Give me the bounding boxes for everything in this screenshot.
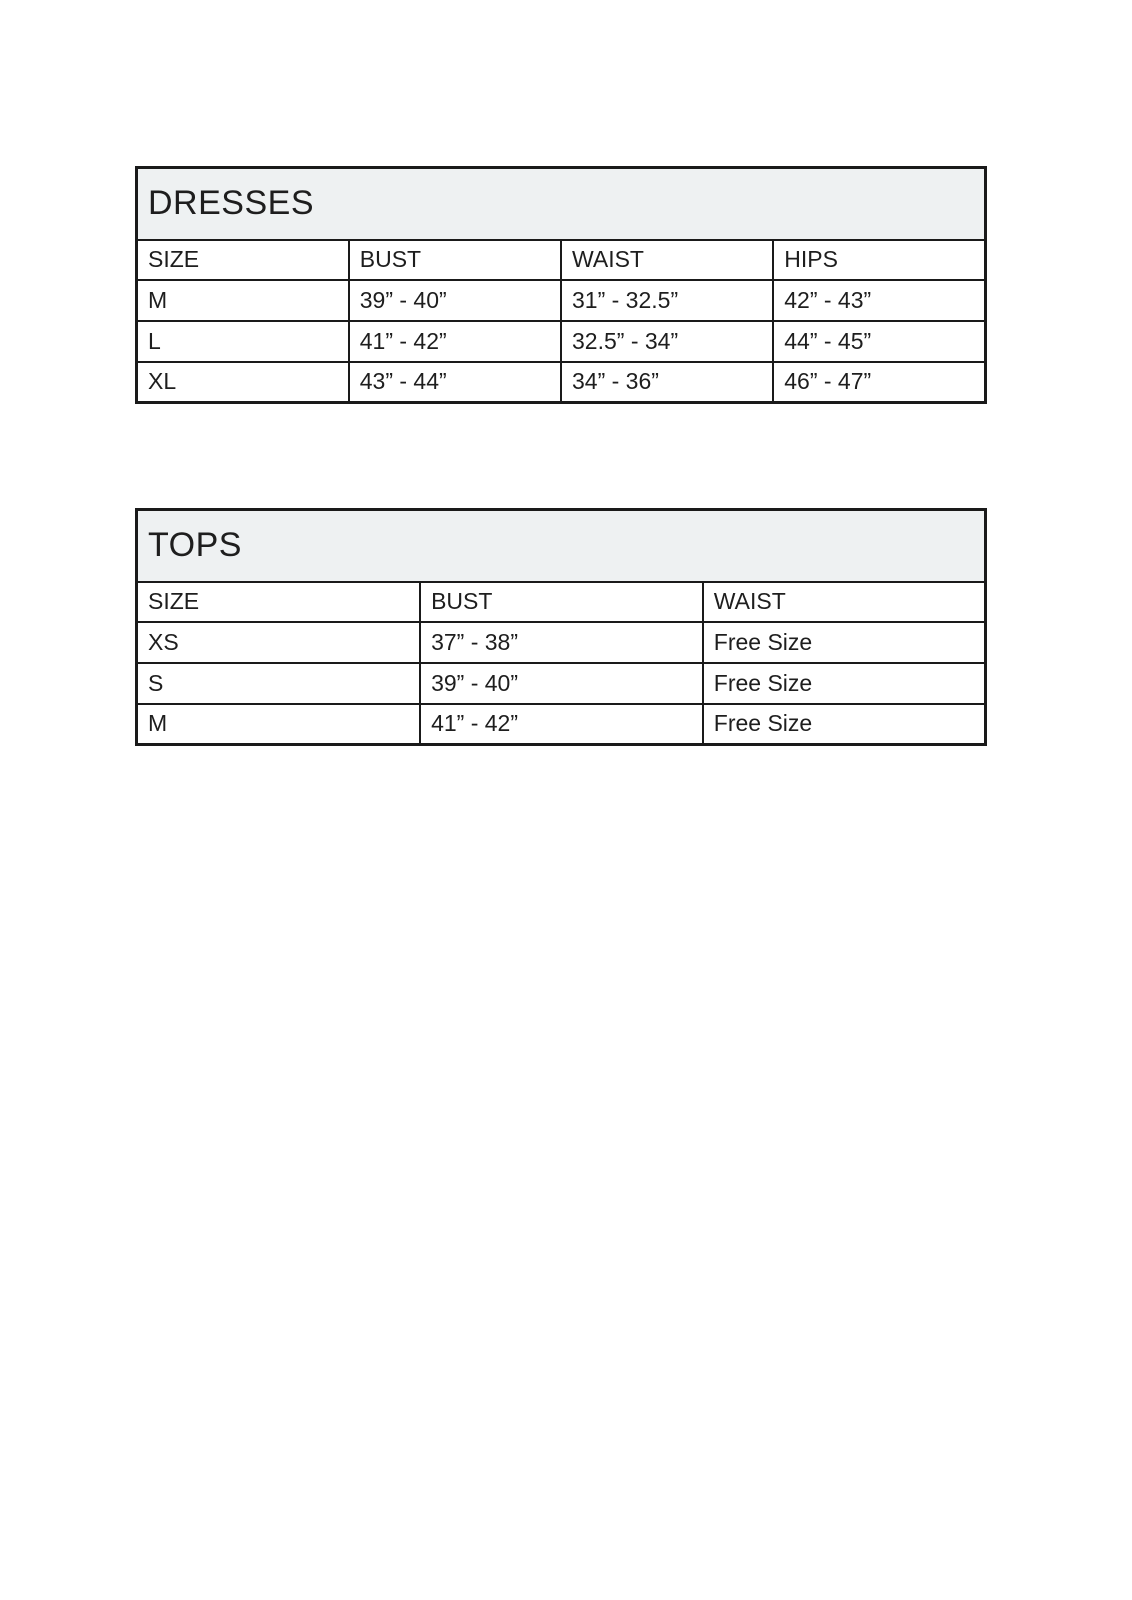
tops-column-header-waist: WAIST	[703, 582, 986, 622]
tops-table-title: TOPS	[137, 510, 986, 582]
size-cell: L	[137, 321, 349, 362]
bust-cell: 39” - 40”	[349, 280, 561, 321]
table-row	[137, 280, 986, 321]
dresses-column-header-hips: HIPS	[773, 240, 985, 280]
waist-cell: 34” - 36”	[561, 362, 773, 403]
size-cell: M	[137, 280, 349, 321]
table-row	[137, 663, 986, 704]
tops-column-header-bust: BUST	[420, 582, 703, 622]
hips-cell: 44” - 45”	[773, 321, 985, 362]
bust-cell: 43” - 44”	[349, 362, 561, 403]
table-row	[137, 362, 986, 403]
table-row	[137, 704, 986, 745]
waist-cell: Free Size	[703, 704, 986, 745]
bust-cell: 41” - 42”	[420, 704, 703, 745]
bust-cell: 41” - 42”	[349, 321, 561, 362]
size-cell: M	[137, 704, 421, 745]
dresses-table	[135, 166, 987, 404]
waist-cell: 32.5” - 34”	[561, 321, 773, 362]
table-row	[137, 622, 986, 663]
dresses-title-row	[137, 168, 986, 240]
waist-cell: Free Size	[703, 663, 986, 704]
hips-cell: 46” - 47”	[773, 362, 985, 403]
table-row	[137, 321, 986, 362]
dresses-column-header-bust: BUST	[349, 240, 561, 280]
size-cell: XS	[137, 622, 421, 663]
tops-title-row	[137, 510, 986, 582]
tops-header-row	[137, 582, 986, 622]
dresses-column-header-size: SIZE	[137, 240, 349, 280]
bust-cell: 39” - 40”	[420, 663, 703, 704]
dresses-table-title: DRESSES	[137, 168, 986, 240]
hips-cell: 42” - 43”	[773, 280, 985, 321]
size-cell: S	[137, 663, 421, 704]
waist-cell: 31” - 32.5”	[561, 280, 773, 321]
size-cell: XL	[137, 362, 349, 403]
dresses-header-row	[137, 240, 986, 280]
tops-table	[135, 508, 987, 746]
tops-column-header-size: SIZE	[137, 582, 421, 622]
dresses-column-header-waist: WAIST	[561, 240, 773, 280]
waist-cell: Free Size	[703, 622, 986, 663]
bust-cell: 37” - 38”	[420, 622, 703, 663]
